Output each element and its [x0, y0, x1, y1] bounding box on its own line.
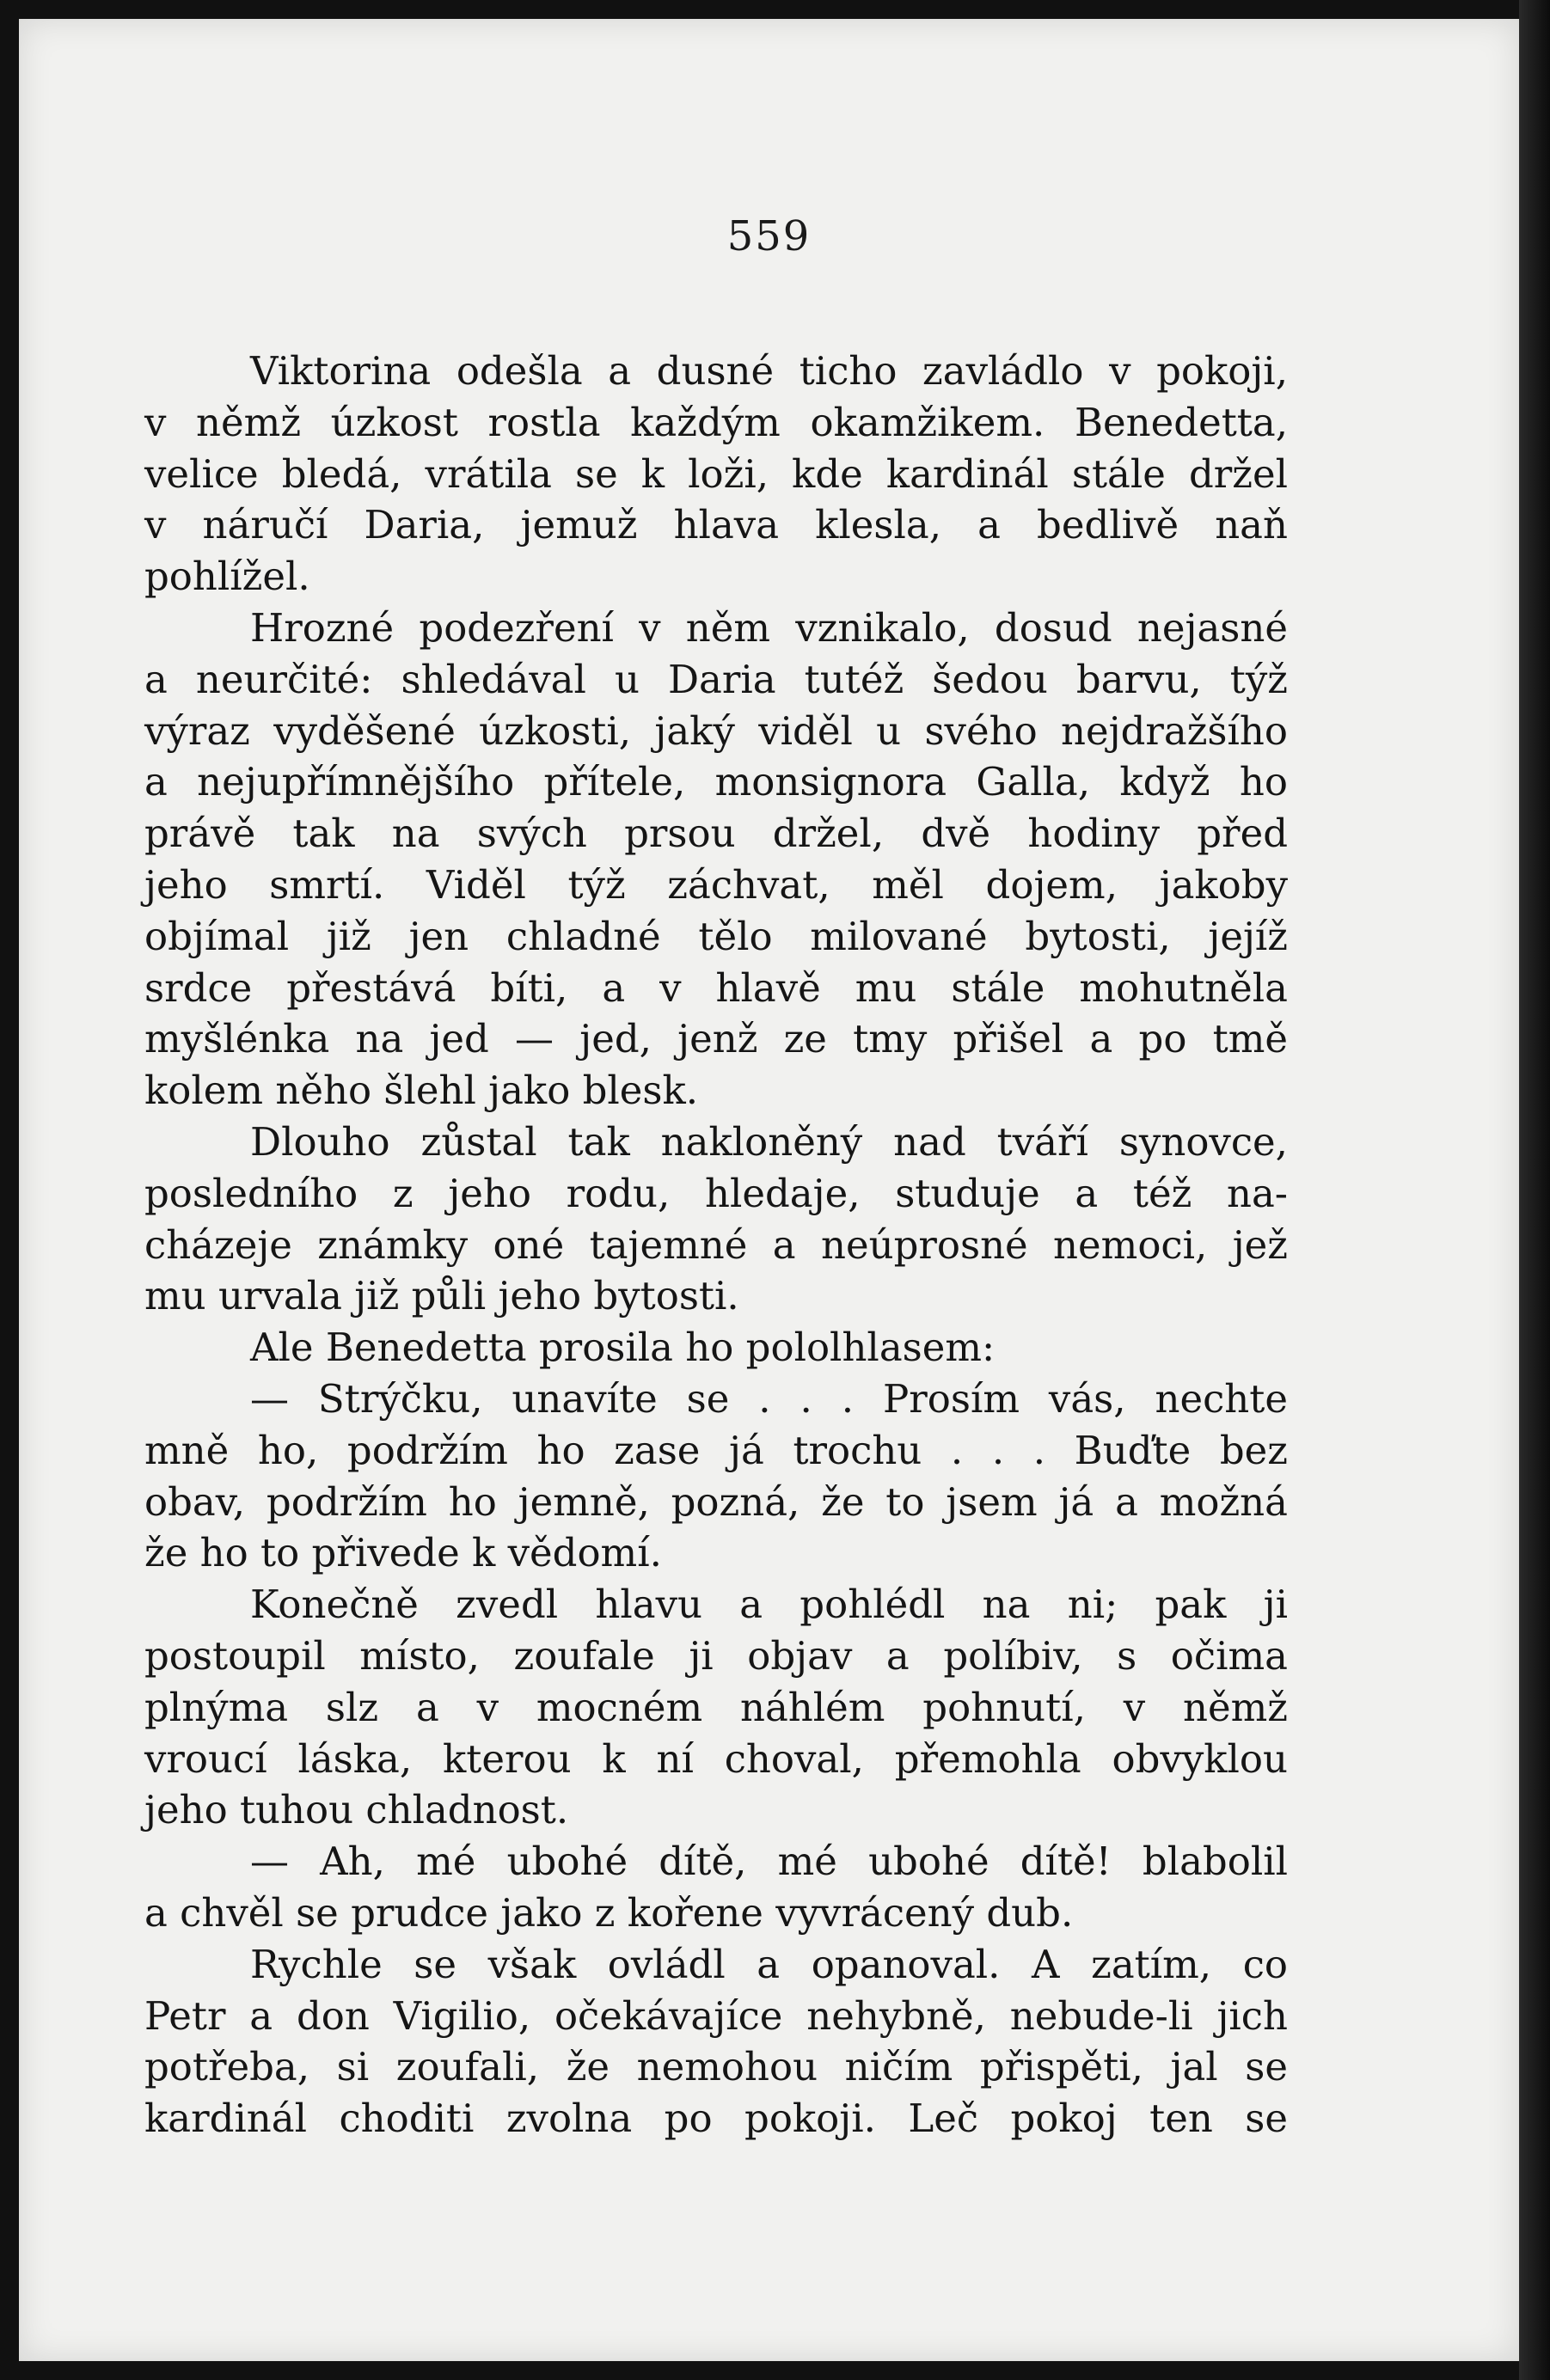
text-line: a neurčité: shledával u Daria tutéž šedou barvu, týž: [144, 656, 1288, 702]
text-line: v němž úzkost rostla každým okamžikem. Benedetta,: [144, 399, 1288, 445]
text-line: mně ho, podržím ho zase já trochu . . . Buďte bez: [144, 1427, 1288, 1473]
text-line: Rychle se však ovládl a opanoval. A zatím, co: [250, 1941, 1288, 1987]
text-line: výraz vyděšené úzkosti, jaký viděl u svého nejdražšího: [144, 707, 1288, 754]
book-page: [19, 19, 1519, 2361]
text-line: a nejupřímnějšího přítele, monsignora Galla, když ho: [144, 759, 1288, 805]
text-line: obav, podržím ho jemně, pozná, že to jsem já a možná: [144, 1478, 1288, 1525]
page-number: 559: [726, 212, 812, 260]
text-line: Konečně zvedl hlavu a pohlédl na ni; pak ji: [250, 1582, 1288, 1628]
text-line: — Ah, mé ubohé dítě, mé ubohé dítě! blabolil: [250, 1839, 1288, 1885]
text-line: v náručí Daria, jemuž hlava klesla, a bedlivě naň: [144, 502, 1288, 548]
text-line: jeho tuhou chladnost.: [144, 1787, 569, 1833]
text-line: že ho to přivede k vědomí.: [144, 1530, 662, 1576]
text-line: vroucí láska, kterou k ní choval, přemohla obvyklou: [144, 1735, 1288, 1782]
text-line: Petr a don Vigilio, očekávajíce nehybně, nebude-li jich: [144, 1992, 1288, 2039]
text-line: potřeba, si zoufali, že nemohou ničím přispěti, jal se: [144, 2044, 1288, 2090]
text-line: jeho smrtí. Viděl týž záchvat, měl dojem, jakoby: [144, 861, 1288, 908]
text-line: — Strýčku, unavíte se . . . Prosím vás, nechte: [250, 1375, 1288, 1422]
page-edge-shadow: [1519, 0, 1550, 2380]
text-line: Ale Benedetta prosila ho pololhlasem:: [250, 1325, 996, 1371]
text-line: cházeje známky oné tajemné a neúprosné nemoci, jež: [144, 1221, 1288, 1268]
text-line: posledního z jeho rodu, hledaje, studuje a též na-: [144, 1170, 1288, 1216]
text-line: postoupil místo, zoufale ji objav a políbiv, s očima: [144, 1632, 1288, 1679]
text-line: objímal již jen chladné tělo milované bytosti, jejíž: [144, 913, 1288, 959]
text-line: a chvěl se prudce jako z kořene vyvrácený dub.: [144, 1889, 1074, 1936]
text-line: plnýma slz a v mocném náhlém pohnutí, v němž: [144, 1684, 1288, 1730]
text-line: kardinál choditi zvolna po pokoji. Leč pokoj ten se: [144, 2096, 1288, 2142]
text-line: pohlížel.: [144, 554, 310, 600]
text-line: kolem něho šlehl jako blesk.: [144, 1068, 699, 1114]
text-line: myšlénka na jed — jed, jenž ze tmy přišel a po tmě: [144, 1016, 1288, 1062]
body-text: [144, 346, 1288, 2144]
text-line: Dlouho zůstal tak nakloněný nad tváří synovce,: [250, 1118, 1288, 1165]
text-line: srdce přestává bíti, a v hlavě mu stále mohutněla: [144, 964, 1288, 1011]
text-line: Hrozné podezření v něm vznikalo, dosud nejasné: [250, 604, 1288, 651]
text-line: mu urvala již půli jeho bytosti.: [144, 1273, 739, 1319]
text-line: právě tak na svých prsou držel, dvě hodiny před: [144, 811, 1288, 857]
text-line: Viktorina odešla a dusné ticho zavládlo v pokoji,: [250, 348, 1288, 394]
text-line: velice bledá, vrátila se k loži, kde kardinál stále držel: [144, 450, 1288, 497]
